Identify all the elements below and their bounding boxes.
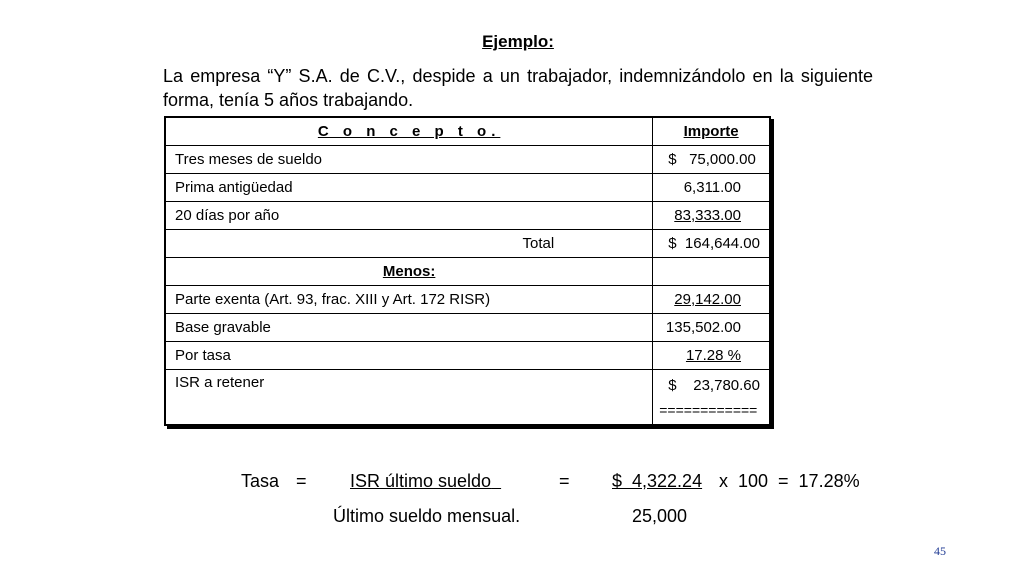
formula-label: Tasa — [241, 471, 280, 491]
table-row — [166, 370, 769, 427]
table-row — [166, 258, 769, 286]
formula-numerator: ISR último sueldo — [350, 471, 492, 491]
row-importe: 135,502.00 — [653, 314, 769, 342]
row-concepto: Base gravable — [166, 314, 653, 342]
row-concepto: Tres meses de sueldo — [166, 146, 653, 174]
table-row — [166, 286, 769, 314]
row-concepto-total: Total — [166, 230, 653, 258]
row-concepto: Prima antigüedad — [166, 174, 653, 202]
double-underline: ============ — [659, 402, 758, 418]
row-importe: 29,142.00 — [653, 286, 769, 314]
formula-equals-2: = — [559, 471, 570, 491]
indemnization-table — [164, 116, 771, 426]
row-importe: $ 75,000.00 — [653, 146, 769, 174]
table-row — [166, 146, 769, 174]
row-concepto: ISR a retener — [166, 370, 653, 427]
row-importe-total: $ 164,644.00 — [653, 230, 769, 258]
formula-num-value: $ 4,322.24 — [612, 471, 703, 491]
formula-den-value: 25,000 — [632, 506, 688, 526]
formula-equals-1: = — [296, 471, 307, 491]
row-concepto-menos: Menos: — [166, 258, 653, 286]
header-importe: Importe — [653, 118, 769, 146]
row-importe-empty — [653, 258, 769, 286]
page-number: 45 — [934, 544, 946, 558]
page-title: Ejemplo: — [482, 32, 554, 51]
isr-value: $ 23,780.60 — [668, 377, 760, 394]
row-concepto: 20 días por año — [166, 202, 653, 230]
table-row — [166, 202, 769, 230]
row-concepto: Por tasa — [166, 342, 653, 370]
row-importe — [653, 370, 769, 427]
table-row — [166, 314, 769, 342]
row-importe: 17.28 % — [653, 342, 769, 370]
intro-paragraph: La empresa “Y” S.A. de C.V., despide a un trabajador, indemnizándolo en la siguiente forma, tenía 5 años trabajando. — [163, 66, 873, 110]
table-row — [166, 342, 769, 370]
table-row — [166, 174, 769, 202]
row-importe: 83,333.00 — [653, 202, 769, 230]
header-concepto: C o n c e p t o. — [166, 118, 653, 146]
formula-result: x 100 = 17.28% — [719, 471, 860, 491]
row-importe: 6,311.00 — [653, 174, 769, 202]
table-header-row — [166, 118, 769, 146]
table-row — [166, 230, 769, 258]
formula-denominator: Último sueldo mensual. — [333, 506, 521, 526]
row-concepto: Parte exenta (Art. 93, frac. XIII y Art. 172 RISR) — [166, 286, 653, 314]
